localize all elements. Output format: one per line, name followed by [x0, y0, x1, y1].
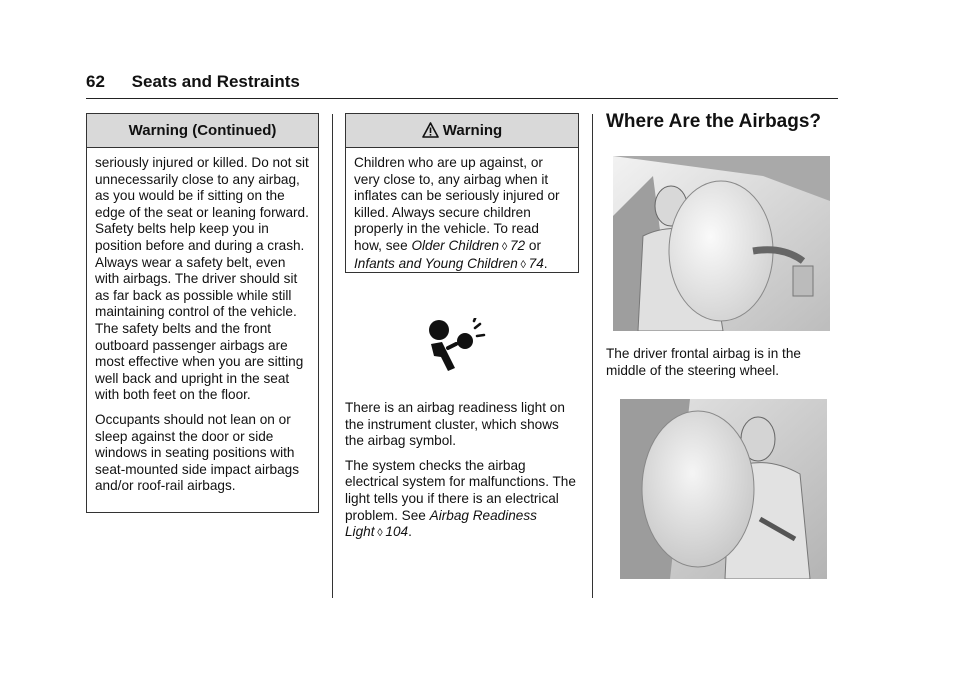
- warning-or: or: [525, 237, 541, 253]
- warning-title: Warning: [442, 122, 503, 139]
- page-header: [86, 72, 300, 92]
- warning-continued-box: [86, 113, 319, 513]
- ref-page-104[interactable]: 104: [385, 524, 409, 540]
- middle-text: [345, 400, 579, 550]
- system-check-text: The system checks the airbag electrical system for malfunctions. The light tells you if there is an electrical problem. See: [345, 457, 576, 523]
- warning-ref-infants[interactable]: Infants and Young Children: [354, 255, 518, 271]
- driver-airbag-illustration: [613, 156, 830, 331]
- warning-ref2-page[interactable]: 74: [528, 255, 544, 271]
- passenger-airbag-illustration: [620, 399, 827, 579]
- warning-ref1-page[interactable]: 72: [510, 237, 526, 253]
- warning-text: Children who are up against, or very close to, any airbag when it inflates can be seriously injured or killed. Always secure children properly in the vehicle. To read how, see: [354, 155, 560, 253]
- system-check-para: The system checks the airbag electrical system for malfunctions. The light tells you if there is an electrical problem. See Airbag Readiness Light ◊ 104.: [345, 457, 576, 540]
- section-title: Seats and Restraints: [131, 72, 300, 91]
- header-rule: [86, 98, 838, 99]
- warning-continued-title: Warning (Continued): [87, 114, 318, 148]
- warning-triangle-icon: [422, 122, 439, 138]
- ref-airbag-readiness-light[interactable]: Airbag Readiness Light: [345, 507, 537, 540]
- airbags-heading: Where Are the Airbags?: [606, 111, 822, 132]
- page-number: 62: [86, 72, 105, 91]
- airbag-readiness-icon: [428, 318, 490, 372]
- column-divider-right: [592, 114, 593, 598]
- readiness-light-para: There is an airbag readiness light on the instrument cluster, which shows the airbag symbol.: [345, 400, 565, 449]
- driver-airbag-caption: The driver frontal airbag is in the middle of the steering wheel.: [606, 346, 801, 378]
- warning-ref-older-children[interactable]: Older Children: [411, 237, 500, 253]
- warning-box: Warning Children who are up against, or very close to, any airbag when it inflates can be seriously injured or killed. Always secure children properly in the vehicle. To read how, see Older Children ◊ 72 or Infants and Young Children ◊ 74.: [345, 113, 579, 273]
- column-divider-left: [332, 114, 333, 598]
- warning-header: [346, 114, 578, 148]
- warning-continued-para2: Occupants should not lean on or sleep against the door or side windows in seating positions with seat-mounted side impact airbags and/or roof-rail airbags.: [95, 411, 300, 494]
- warning-continued-para1: seriously injured or killed. Do not sit unnecessarily close to any airbag, as you would be if sitting on the edge of the seat or leaning forward. Safety belts help keep you in position before and during a crash. Always wear a safety belt, even with airbags. The driver should sit as far back as possible while still maintaining control of the vehicle. The safety belts and the front outboard passenger airbags are most effective when you are sitting well back and upright in the seat with both feet on the floor.: [95, 155, 309, 403]
